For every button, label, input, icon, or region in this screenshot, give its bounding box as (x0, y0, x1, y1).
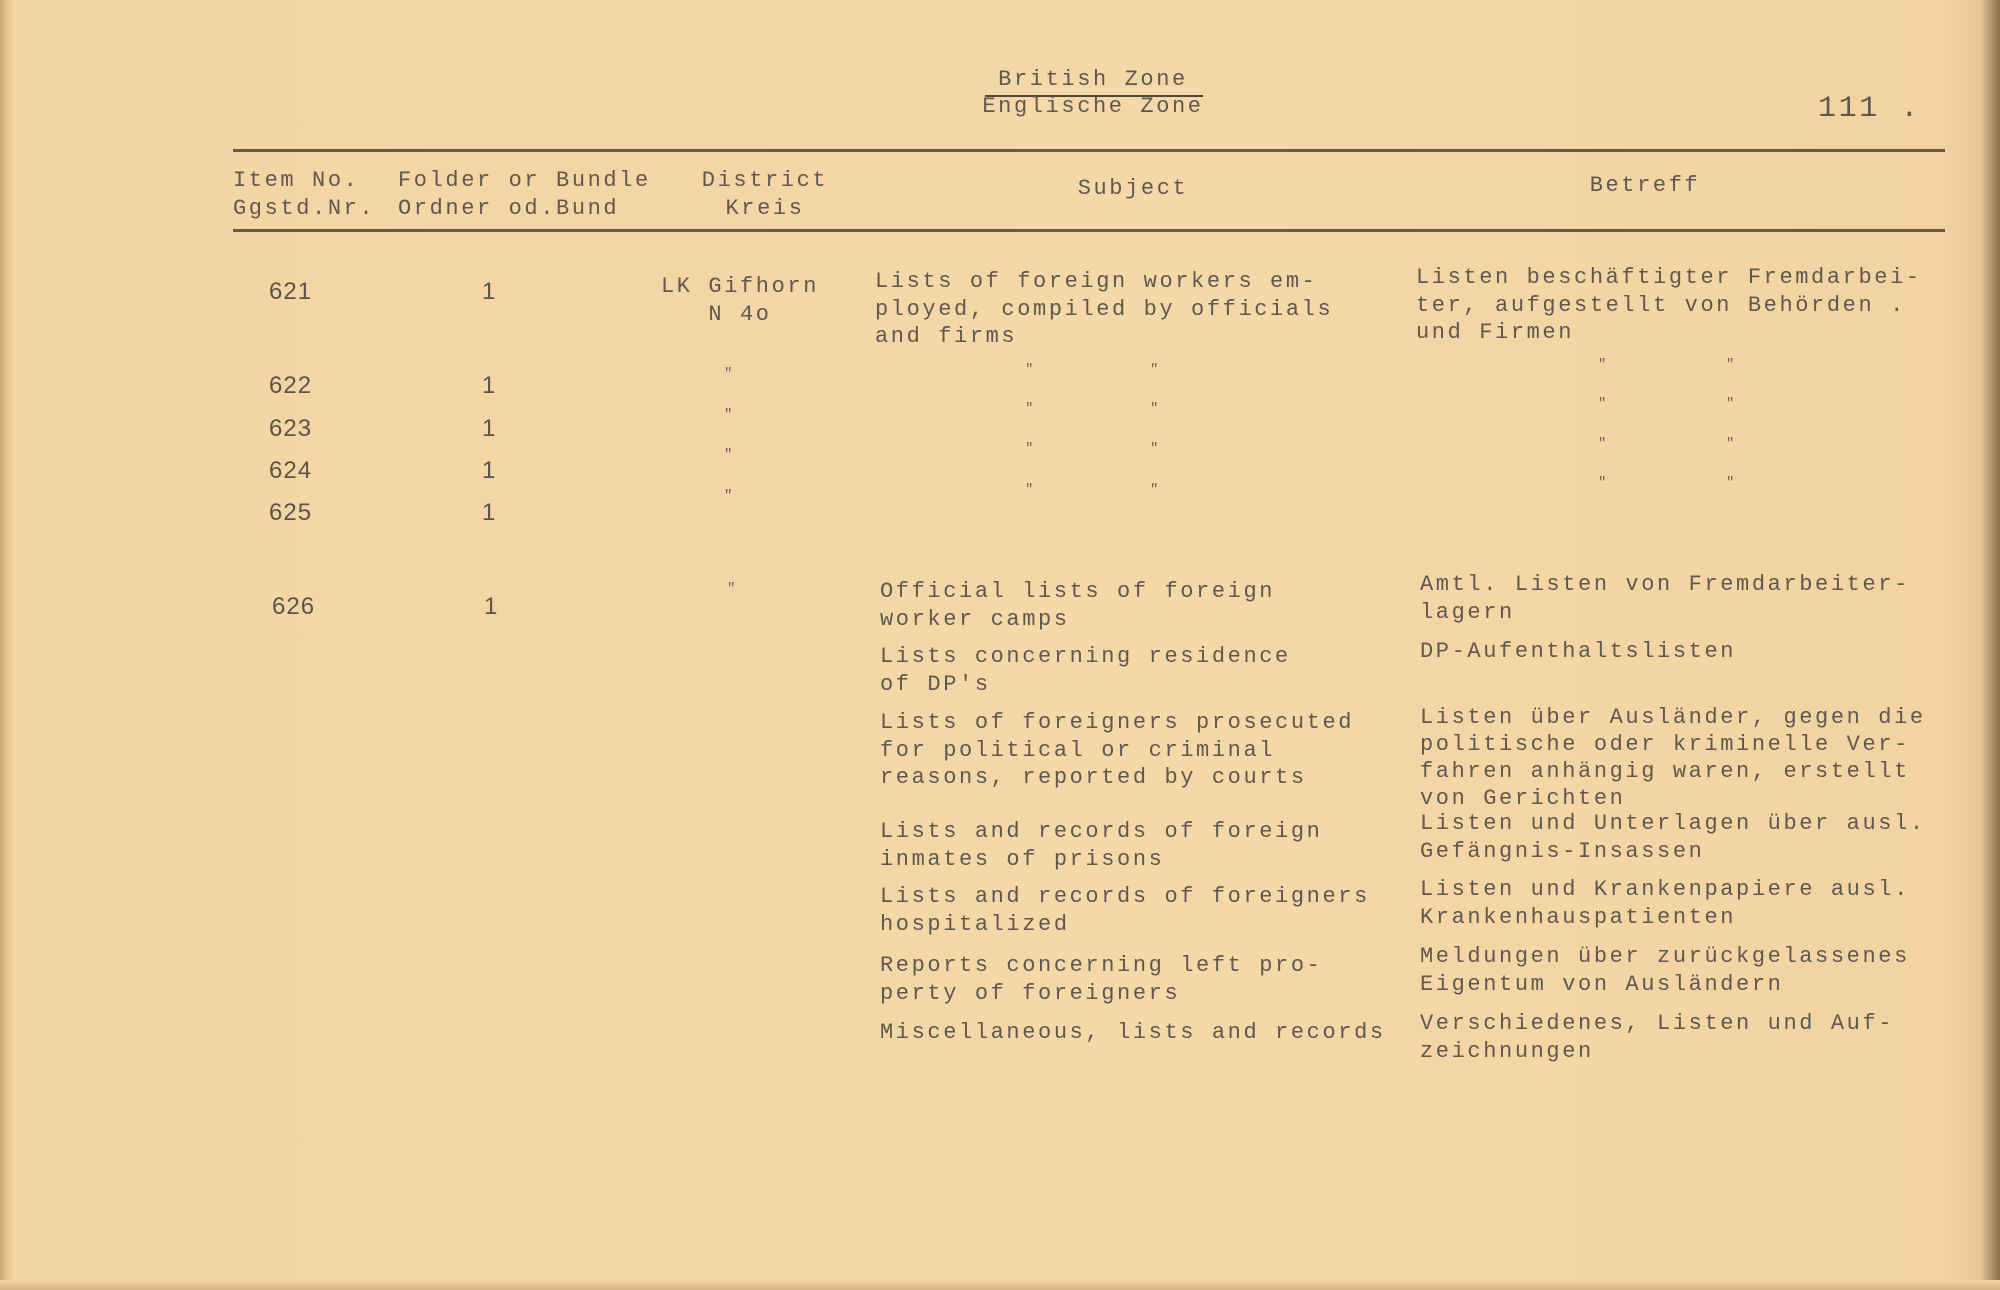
item-number: 621 (269, 278, 313, 305)
betreff: Amtl. Listen von Fremdarbeiter- lagern (1420, 572, 1910, 625)
folder-count: 1 (482, 278, 497, 305)
col-district: District Kreis (701, 168, 829, 221)
ditto-mark: " (1025, 362, 1034, 378)
ditto-mark: " (724, 407, 733, 423)
folder-count: 1 (482, 457, 497, 484)
subject: Lists and records of foreigners hospitalized (880, 884, 1370, 937)
item-number: 623 (269, 415, 313, 442)
subject: Lists and records of foreign inmates of prisons (880, 819, 1323, 872)
ditto-mark: " (1598, 436, 1607, 452)
subject: Lists concerning residence of DP's (880, 644, 1291, 697)
col-subject: Subject (1077, 176, 1189, 201)
item-number: 624 (269, 457, 313, 484)
folder-count: 1 (482, 499, 497, 526)
page-number: 111 . (1818, 92, 1922, 126)
district: LK Gifhorn N 4o (660, 274, 820, 327)
item-number: 626 (272, 593, 316, 620)
ditto-mark: " (1726, 475, 1735, 491)
ditto-mark: " (724, 447, 733, 463)
betreff: Listen und Unterlagen über ausl. Gefängnis-Insassen (1420, 811, 1926, 864)
item-number: 625 (269, 499, 313, 526)
page-edge (0, 1280, 2000, 1290)
ditto-mark: " (1726, 357, 1735, 373)
ditto-mark: " (724, 488, 733, 504)
ditto-mark: " (1150, 362, 1159, 378)
ditto-mark: " (724, 366, 733, 382)
subject: Lists of foreign workers em- ployed, compiled by officials and firms (875, 269, 1334, 349)
folder-count: 1 (482, 372, 497, 399)
betreff: DP-Aufenthaltslisten (1420, 639, 1737, 664)
betreff: Listen über Ausländer, gegen die politische oder kriminelle Ver- fahren anhängig waren, erstellt von Gerichten (1420, 705, 1926, 811)
col-betreff: Betreff (1589, 173, 1701, 198)
ditto-mark: " (1598, 475, 1607, 491)
ditto-mark: " (1726, 436, 1735, 452)
folder-count: 1 (484, 593, 499, 620)
ditto-mark: " (1150, 441, 1159, 457)
betreff: Listen und Krankenpapiere ausl. Krankenhauspatienten (1420, 877, 1910, 930)
ditto-mark: " (1598, 396, 1607, 412)
ditto-mark: " (1025, 482, 1034, 498)
header-bottom-rule (233, 229, 1945, 232)
subject: Lists of foreigners prosecuted for political or criminal reasons, reported by courts (880, 710, 1355, 790)
zone-title-en: British Zone (998, 67, 1188, 92)
ditto-mark: " (1598, 357, 1607, 373)
ditto-mark: " (1150, 401, 1159, 417)
folder-count: 1 (482, 415, 497, 442)
ditto-mark: " (1025, 401, 1034, 417)
subject: Miscellaneous, lists and records (880, 1020, 1386, 1045)
ditto-mark: " (727, 581, 736, 597)
ditto-mark: " (1150, 482, 1159, 498)
betreff: Meldungen über zurückgelassenes Eigentum von Ausländern (1420, 944, 1910, 997)
header-top-rule (233, 149, 1945, 152)
item-number: 622 (269, 372, 313, 399)
subject: Official lists of foreign worker camps (880, 579, 1276, 632)
zone-title-de: Englische Zone (982, 94, 1204, 119)
betreff: Verschiedenes, Listen und Auf- zeichnungen (1420, 1011, 1895, 1064)
col-folder: Folder or Bundle Ordner od.Bund (398, 168, 651, 221)
ditto-mark: " (1025, 441, 1034, 457)
ditto-mark: " (1726, 396, 1735, 412)
col-item: Item No. Ggstd.Nr. (233, 168, 376, 221)
subject: Reports concerning left pro- perty of foreigners (880, 953, 1323, 1006)
betreff: Listen beschäftigter Fremdarbei- ter, aufgestellt von Behörden . und Firmen (1416, 265, 1922, 345)
